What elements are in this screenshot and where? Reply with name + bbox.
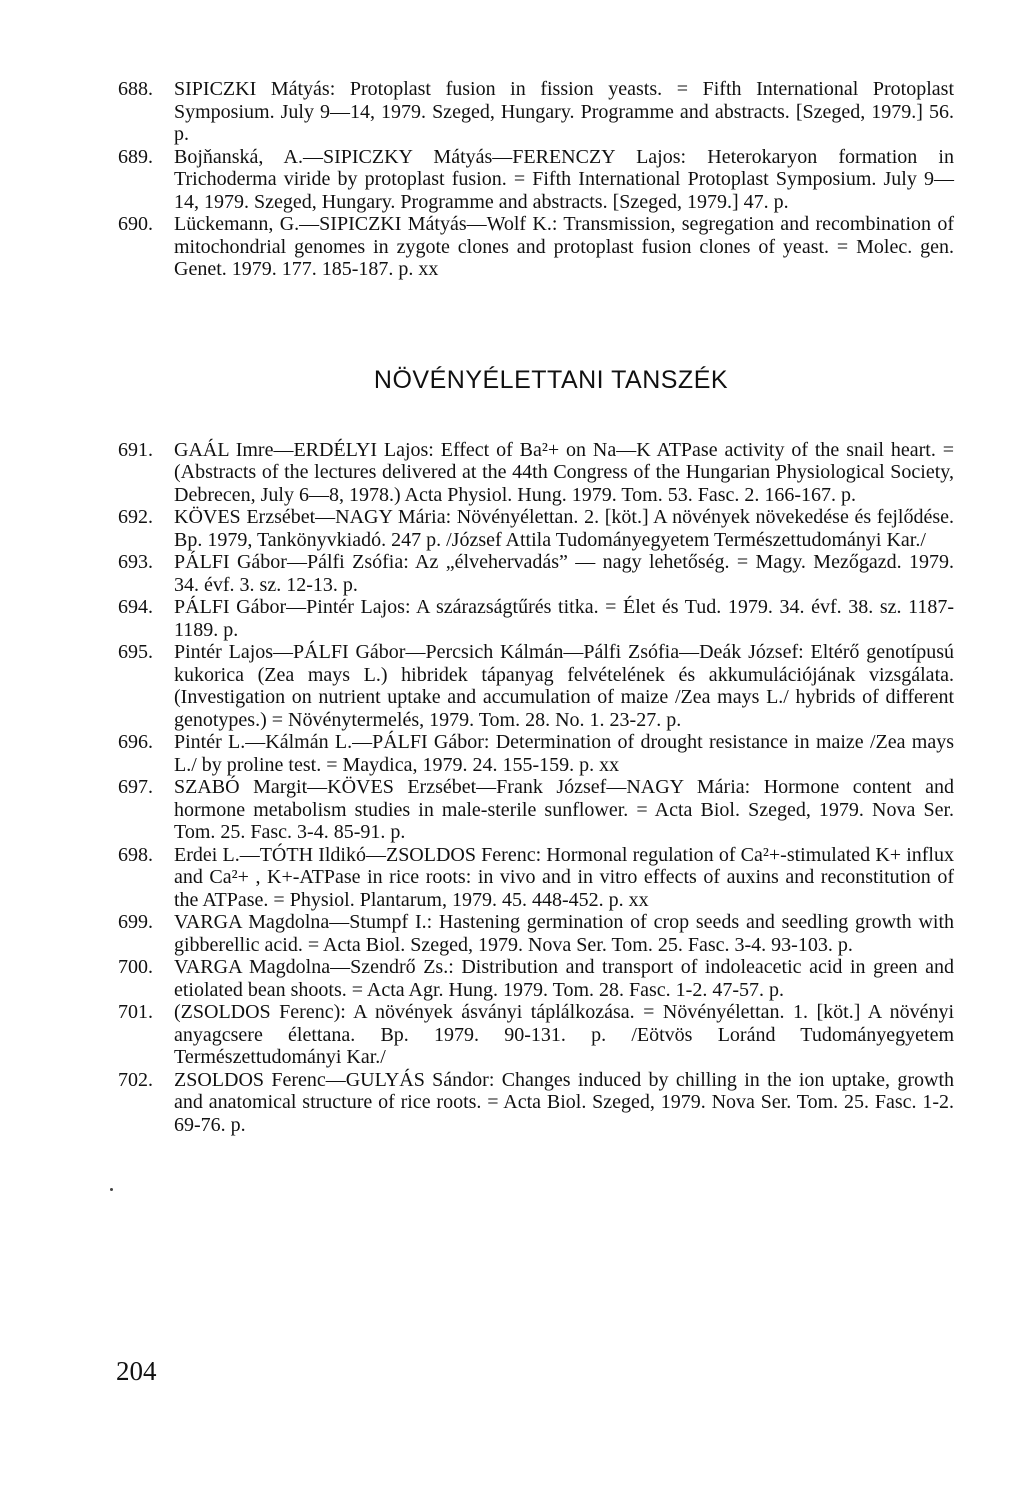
entry-number: 695. (118, 641, 153, 663)
entry-text: Lückemann, G.—SIPICZKI Mátyás—Wolf K.: Transmission, segregation and recombination of mitochondrial genomes in zygote clones and protoplast fusion clones of yeast. = Molec. gen. Genet. 1979. 177. 185-187. p. xx (174, 213, 954, 280)
bibliography-entry (118, 439, 954, 507)
entry-number: 689. (118, 145, 153, 168)
bibliography-entry (118, 78, 954, 146)
entry-number: 694. (118, 596, 153, 618)
bibliography-entry (118, 641, 954, 731)
bibliography-entry (118, 956, 954, 1001)
entry-number: 688. (118, 78, 153, 100)
entry-number: 697. (118, 776, 153, 798)
entry-text: VARGA Magdolna—Szendrő Zs.: Distribution and transport of indoleacetic acid in green and etiolated bean shoots. = Acta Agr. Hung. 1979. Tom. 28. Fasc. 1-2. 47-57. p. (174, 956, 954, 1001)
entry-text: VARGA Magdolna—Stumpf I.: Hastening germination of crop seeds and seedling growth with gibberellic acid. = Acta Biol. Szeged, 1979. Nova Ser. Tom. 25. Fasc. 3-4. 93-103. p. (174, 911, 954, 956)
bibliography-entry (118, 1069, 954, 1137)
entry-text: GAÁL Imre—ERDÉLYI Lajos: Effect of Ba²+ on Na—K ATPase activity of the snail heart. = (Abstracts of the lectures delivered at the 44th Congress of the Hungarian Physiological Society, Debrecen, July 6—8, 1978.) Acta Physiol. Hung. 1979. Tom. 53. Fasc. 2. 166-167. p. (174, 438, 954, 506)
entry-text: SZABÓ Margit—KÖVES Erzsébet—Frank József—NAGY Mária: Hormone content and hormone metabolism studies in male-sterile sunflower. = Acta Biol. Szeged, 1979. Nova Ser. Tom. 25. Fasc. 3-4. 85-91. p. (174, 776, 954, 843)
entry-text: ZSOLDOS Ferenc—GULYÁS Sándor: Changes induced by chilling in the ion uptake, growth and anatomical structure of rice roots. = Acta Biol. Szeged, 1979. Nova Ser. Tom. 25. Fasc. 1-2. 69-76. p. (174, 1068, 954, 1136)
bibliography-entry (118, 911, 954, 956)
entry-number: 692. (118, 506, 153, 528)
entry-number: 699. (118, 911, 153, 933)
entry-text: Pintér Lajos—PÁLFI Gábor—Percsich Kálmán—Pálfi Zsófia—Deák József: Eltérő genotípusú kukorica (Zea mays L.) hibridek tápanyag felvételének és akkumulációjának vizsgálata. (Investigation on nutrient uptake and accumulation of maize /Zea mays L./ hybrids of different genotypes.) = Növénytermelés, 1979. Tom. 28. No. 1. 23-27. p. (174, 641, 954, 731)
entry-number: 696. (118, 731, 153, 753)
entry-text: Erdei L.—TÓTH Ildikó—ZSOLDOS Ferenc: Hormonal regulation of Ca²+-stimulated K+ influx and Ca²+ , K+-ATPase in rice roots: in vivo and in vitro effects of auxins and reconstitution of the ATPase. = Physiol. Plantarum, 1979. 45. 448-452. p. xx (174, 843, 954, 911)
entry-text: (ZSOLDOS Ferenc): A növények ásványi táplálkozása. = Növényélettan. 1. [köt.] A növényi anyagcsere élettana. Bp. 1979. 90-131. p. /Eötvös Loránd Tudományegyetem Természettudományi Kar./ (174, 1001, 954, 1068)
bibliography (118, 78, 954, 1136)
entry-text: KÖVES Erzsébet—NAGY Mária: Növényélettan. 2. [köt.] A növények növekedése és fejlődése. Bp. 1979, Tankönyvkiadó. 247 p. /József Attila Tudományegyetem Természettudományi Kar./ (174, 506, 954, 551)
entry-text: Bojňanská, A.—SIPICZKY Mátyás—FERENCZY Lajos: Heterokaryon formation in Trichoderma viride by protoplast fusion. = Fifth International Protoplast Symposium. July 9—14, 1979. Szeged, Hungary. Programme and abstracts. [Szeged, 1979.] 47. p. (174, 145, 954, 213)
entry-text: Pintér L.—Kálmán L.—PÁLFI Gábor: Determination of drought resistance in maize /Zea mays L./ by proline test. = Maydica, 1979. 24. 155-159. p. xx (174, 731, 954, 776)
entry-text: PÁLFI Gábor—Pálfi Zsófia: Az „élvehervadás” — nagy lehetőség. = Magy. Mezőgazd. 1979. 34. évf. 3. sz. 12-13. p. (174, 551, 954, 596)
entry-text: SIPICZKI Mátyás: Protoplast fusion in fission yeasts. = Fifth International Protoplast Symposium. July 9—14, 1979. Szeged, Hungary. Programme and abstracts. [Szeged, 1979.] 56. p. (174, 78, 954, 145)
entry-number: 693. (118, 551, 153, 573)
scan-speck (110, 1188, 113, 1191)
bibliography-entry (118, 213, 954, 281)
section-heading: NÖVÉNYÉLETTANI TANSZÉK (373, 365, 729, 394)
entry-number: 701. (118, 1001, 153, 1023)
page-number: 204 (116, 1356, 157, 1386)
bibliography-entry (118, 596, 954, 641)
bibliography-entry (118, 551, 954, 596)
entries-bottom (118, 439, 954, 1137)
bibliography-entry (118, 776, 954, 844)
entry-number: 698. (118, 843, 153, 866)
bibliography-entry (118, 1001, 954, 1069)
bibliography-entry (118, 844, 954, 912)
entry-number: 700. (118, 956, 153, 978)
entries-top (118, 78, 954, 281)
bibliography-entry (118, 146, 954, 214)
entry-number: 691. (118, 438, 153, 461)
bibliography-entry (118, 506, 954, 551)
entry-number: 690. (118, 213, 153, 235)
entry-text: PÁLFI Gábor—Pintér Lajos: A szárazságtűrés titka. = Élet és Tud. 1979. 34. évf. 38. sz. 1187-1189. p. (174, 596, 954, 641)
bibliography-entry (118, 731, 954, 776)
entry-number: 702. (118, 1068, 153, 1091)
